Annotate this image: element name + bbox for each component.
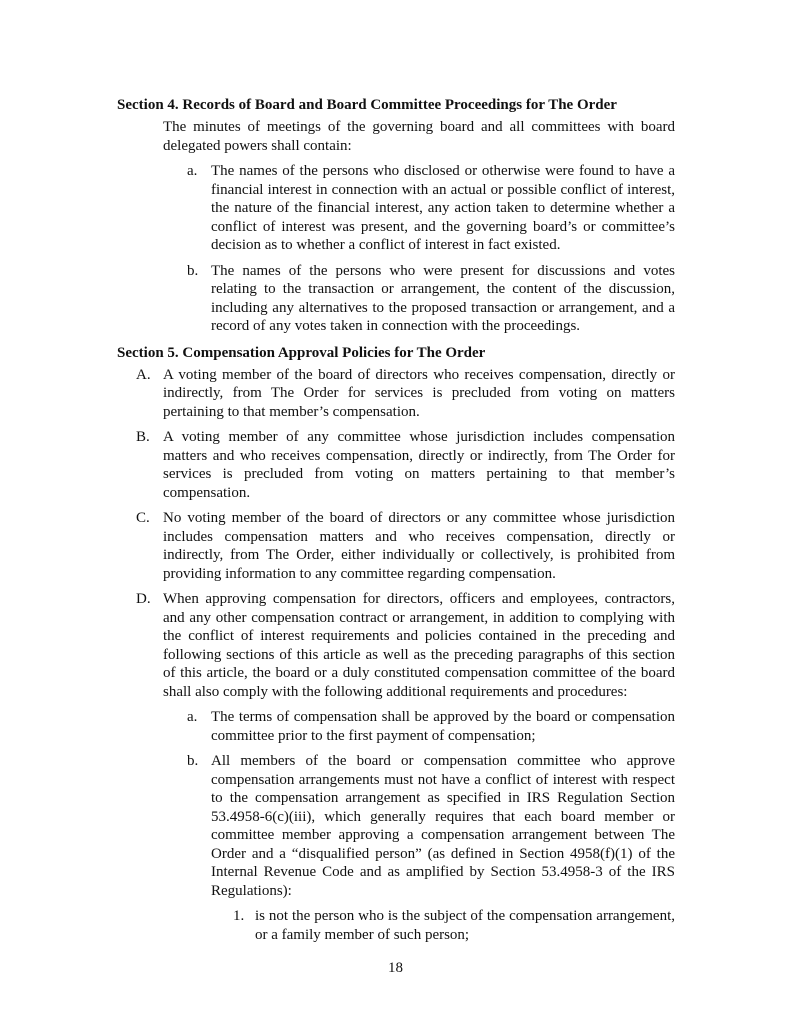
section-5-heading: Section 5. Compensation Approval Policies for The Order bbox=[117, 344, 486, 361]
list-item-text: No voting member of the board of directors or any committee whose jurisdiction includes compensation matters and who receives compensation, directly or indirectly, from The Order, either individually or collectively, is prohibited from providing information to any committee regarding compensation. bbox=[163, 510, 675, 582]
section-4-intro: The minutes of meetings of the governing board and all committees with board delegated powers shall contain: bbox=[163, 119, 675, 154]
list-item-text: The terms of compensation shall be approved by the board or compensation committee prior to the first payment of compensation; bbox=[211, 709, 675, 744]
list-item-text: The names of the persons who were present for discussions and votes relating to the transaction or arrangement, the content of the discussion, including any alternatives to the proposed transaction or arrangement, and a record of any votes taken in connection with the proceedings. bbox=[211, 262, 675, 334]
list-item bbox=[136, 509, 675, 583]
list-marker: D. bbox=[136, 591, 151, 607]
list-item-text: A voting member of the board of directors who receives compensation, directly or indirectly, from The Order for services is precluded from voting on matters pertaining to that member’s compensation. bbox=[163, 366, 675, 420]
list-item bbox=[187, 162, 675, 255]
list-item-text: When approving compensation for directors, officers and employees, contractors, and any other compensation contract or arrangement, in addition to complying with the conflict of interest requirements and policies contained in the preceding and following sections of this article as well as the preceding paragraphs of this section of this article, the board or a duly constituted compensation committee of the board shall also comply with the following additional requirements and procedures: bbox=[163, 591, 675, 700]
list-item bbox=[136, 428, 675, 502]
list-item-text: The names of the persons who disclosed or otherwise were found to have a financial interest in connection with an actual or possible conflict of interest, the nature of the financial interest, any action taken to determine whether a conflict of interest was present, and the governing board’s or committee’s decision as to whether a conflict of interest in fact existed. bbox=[211, 163, 675, 253]
page-number: 18 bbox=[388, 960, 403, 976]
list-marker: B. bbox=[136, 429, 150, 445]
section-4-heading: Section 4. Records of Board and Board Committee Proceedings for The Order bbox=[117, 97, 617, 113]
list-item bbox=[136, 366, 675, 422]
list-item bbox=[187, 262, 675, 336]
list-marker: b. bbox=[187, 262, 199, 279]
list-marker: C. bbox=[136, 510, 150, 526]
list-item bbox=[187, 708, 675, 745]
list-marker: 1. bbox=[233, 908, 245, 924]
list-marker: a. bbox=[187, 709, 198, 725]
list-item-text: All members of the board or compensation committee who approve compensation arrangements must not have a conflict of interest with respect to the compensation arrangement as specified in IRS Regulation Section 53.4958-6(c)(iii), which generally requires that each board member or committee member approving a compensation arrangement between The Order and a “disqualified person” (as defined in Section 4958(f)(1) of the Internal Revenue Code and as amplified by Section 53.4958-3 of the IRS Regulations): bbox=[211, 753, 675, 899]
list-item bbox=[233, 907, 675, 944]
page-content bbox=[117, 96, 675, 951]
list-item bbox=[187, 752, 675, 900]
list-item-text: A voting member of any committee whose jurisdiction includes compensation matters and who receives compensation, directly or indirectly, from The Order for services is precluded from voting on matters pertaining to that member’s compensation. bbox=[163, 429, 675, 501]
list-marker: b. bbox=[187, 753, 199, 769]
list-item bbox=[136, 590, 675, 701]
list-marker: A. bbox=[136, 366, 151, 383]
list-item-text: is not the person who is the subject of the compensation arrangement, or a family member of such person; bbox=[255, 908, 675, 943]
list-marker: a. bbox=[187, 163, 198, 179]
